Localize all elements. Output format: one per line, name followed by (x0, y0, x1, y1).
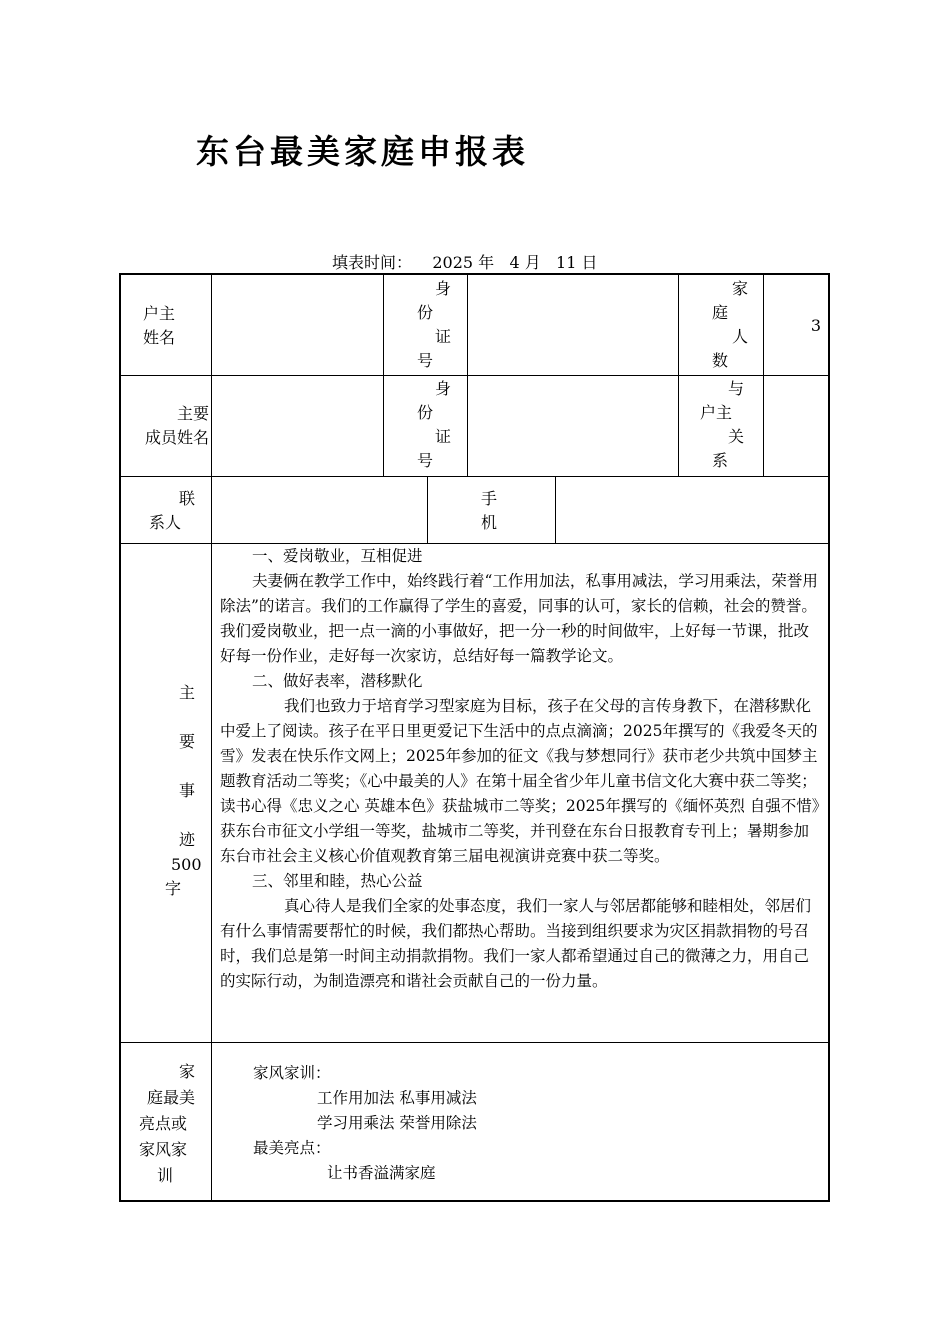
deeds-label: 主 要 事 迹 500 字 (165, 683, 202, 898)
fill-date-year: 2025 (432, 253, 474, 272)
fill-date-year-unit: 年 (478, 253, 495, 272)
householder-row (119, 273, 830, 376)
deeds-section1-text: 夫妻俩在教学工作中，始终践行着“工作用加法，私事用减法，学习用乘法，荣誉用除法”的诺言。我们的工作赢得了学生的喜爱，同事的认可，家长的信赖，社会的赞誉。我们爱岗敬业，把一点一滴的小事做好，把一分一秒的时间做牢，上好每一节课，批改好每一份作业，走好每一次家访，总结好每一篇教学论文。 (220, 572, 818, 665)
deeds-section3-title: 三、邻里和睦，热心公益 (252, 872, 423, 890)
member-name-label: 主要 成员姓名 (144, 404, 209, 447)
contact-field[interactable] (213, 479, 425, 539)
deeds-section2-text: 我们也致力于培育学习型家庭为目标，孩子在父母的言传身教下，在潜移默化中爱上了阅读。孩子在平日里更爱记下生活中的点点滴滴；2025年撰写的《我爱冬天的雪》发表在快乐作文网上；2025年参加的征文《我与梦想同行》获市老少共筑中国梦主题教育活动二等奖；《心中最美的人》在第十届全省少年儿童书信文化大赛中获二等奖；读书心得《忠义之心 英雄本色》获盐城市二等奖；2025年撰写的《缅怀英烈 自强不惜》获东台市征文小学组一等奖，盐城市二等奖，并刊登在东台日报教育专刊上；暑期参加东台市社会主义核心价值观教育第三届电视演讲竞赛中获二等奖。 (220, 697, 820, 865)
deeds-section2-title: 二、做好表率，潜移默化 (252, 672, 423, 690)
highlight-title: 最美亮点： (253, 1139, 331, 1157)
deeds-row (119, 543, 830, 1043)
household-size-value[interactable]: 3 (810, 316, 821, 335)
application-form-table (119, 273, 830, 1202)
phone-field[interactable] (557, 479, 827, 539)
householder-name-label: 户主 姓名 (143, 304, 176, 347)
motto-label: 家 庭最美 亮点或 家风家 训 (139, 1062, 196, 1185)
household-size-label: 家 庭 人 数 (712, 279, 749, 370)
householder-id-label: 身 份 证 号 (417, 279, 452, 370)
motto-row (119, 1042, 830, 1202)
motto-line1: 工作用加法 私事用减法 (317, 1089, 477, 1107)
householder-id-field[interactable] (469, 277, 676, 373)
relation-field[interactable] (765, 378, 827, 472)
relation-label: 与 户主 关 系 (700, 379, 745, 470)
fill-date-label: 填表时间： (332, 253, 413, 272)
contact-label: 联 系人 (149, 489, 196, 532)
motto-line2: 学习用乘法 荣誉用除法 (317, 1114, 477, 1132)
page-title: 东台最美家庭申报表 (196, 132, 529, 171)
member-id-label: 身 份 证 号 (417, 379, 452, 470)
fill-date-month-unit: 月 (524, 253, 541, 272)
member-id-field[interactable] (469, 378, 676, 472)
phone-label: 手 机 (481, 489, 498, 532)
householder-name-field[interactable] (213, 277, 381, 373)
fill-date-day: 11 (556, 253, 577, 272)
motto-content (253, 1061, 813, 1186)
deeds-section1-title: 一、爱岗敬业，互相促进 (252, 547, 423, 565)
fill-date-day-unit: 日 (581, 253, 598, 272)
fill-date-month: 4 (509, 253, 520, 272)
member-name-field[interactable] (213, 378, 381, 472)
highlight-text: 让书香溢满家庭 (327, 1164, 436, 1182)
motto-title: 家风家训： (253, 1064, 331, 1082)
fill-date (332, 250, 597, 273)
contact-row (119, 476, 830, 544)
deeds-section3-text: 真心待人是我们全家的处事态度，我们一家人与邻居都能够和睦相处，邻居们有什么事情需要帮忙的时候，我们都热心帮助。当接到组织要求为灾区捐款捐物的号召时，我们总是第一时间主动捐款捐物。我们一家人都希望通过自己的微薄之力，用自己的实际行动，为制造漂亮和谐社会贡献自己的一份力量。 (220, 897, 812, 990)
member-row (119, 375, 830, 477)
deeds-content (220, 544, 823, 994)
